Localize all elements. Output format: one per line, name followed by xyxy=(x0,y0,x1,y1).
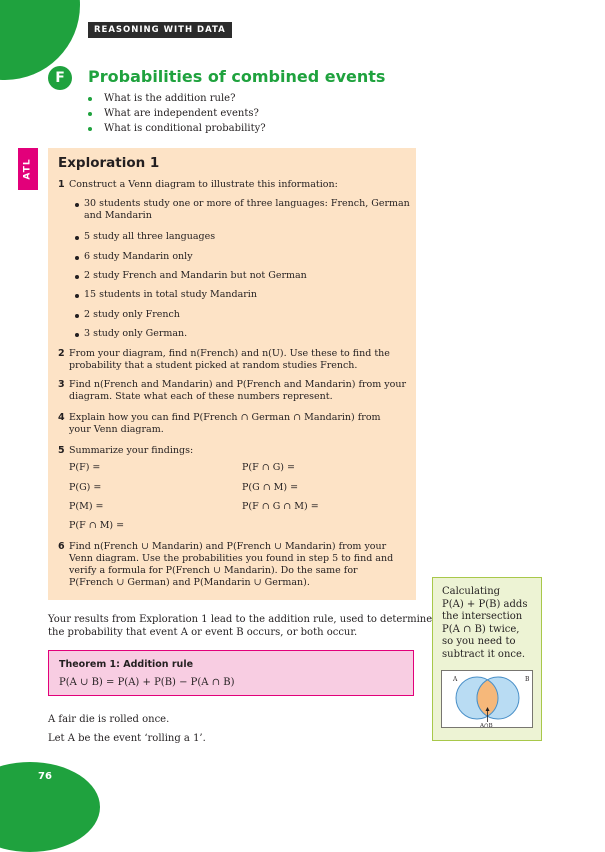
step-text: Construct a Venn diagram to illustrate this information: xyxy=(69,179,338,190)
bullet-icon xyxy=(75,314,79,318)
bullet-text: 6 study Mandarin only xyxy=(84,251,193,262)
body-paragraph: Your results from Exploration 1 lead to the addition rule, used to determine xyxy=(48,614,433,625)
theorem-formula: P(A ∪ B) = P(A) + P(B) − P(A ∩ B) xyxy=(59,677,235,688)
theorem-title: Theorem 1: Addition rule xyxy=(59,659,194,670)
step-text: verify a formula for P(French ∪ Mandarin). Do the same for xyxy=(69,565,358,576)
section-letter-badge: F xyxy=(48,66,72,90)
bullet-icon xyxy=(88,112,92,116)
step-text: Find n(French ∪ Mandarin) and P(French ∪ Mandarin) from your xyxy=(69,541,387,552)
bullet-icon xyxy=(75,203,79,207)
probability-blank: P(M) = xyxy=(69,501,104,512)
step-text: probability that a student picked at random studies French. xyxy=(69,360,358,371)
exploration-title: Exploration 1 xyxy=(58,155,160,171)
bullet-text: 15 students in total study Mandarin xyxy=(84,289,257,300)
bullet-text: 2 study French and Mandarin but not German xyxy=(84,270,307,281)
step-text: Summarize your findings: xyxy=(69,445,194,456)
chapter-header-tag: REASONING WITH DATA xyxy=(88,22,232,38)
probability-blank: P(G) = xyxy=(69,482,102,493)
step-text: your Venn diagram. xyxy=(69,424,164,435)
bullet-icon xyxy=(75,294,79,298)
atl-tab: ATL xyxy=(18,148,38,190)
step-number: 1 xyxy=(58,179,65,190)
step-number: 5 xyxy=(58,445,65,456)
step-number: 2 xyxy=(58,348,65,359)
step-number: 6 xyxy=(58,541,65,552)
step-number: 4 xyxy=(58,412,65,423)
step-text: Explain how you can find P(French ∩ German ∩ Mandarin) from xyxy=(69,412,381,423)
bullet-icon xyxy=(88,97,92,101)
step-text: Venn diagram. Use the probabilities you found in step 5 to find and xyxy=(69,553,394,564)
venn-label-b: B xyxy=(525,676,530,683)
question-item: What are independent events? xyxy=(88,106,266,121)
bullet-text: 3 study only German. xyxy=(84,328,188,339)
probability-blank: P(F ∩ G) = xyxy=(242,462,295,473)
bullet-icon xyxy=(75,333,79,337)
bullet-text: 5 study all three languages xyxy=(84,231,216,242)
question-item: What is conditional probability? xyxy=(88,121,266,136)
bullet-icon xyxy=(75,256,79,260)
venn-label-a: A xyxy=(453,676,458,683)
step-text: P(French ∪ German) and P(Mandarin ∪ German). xyxy=(69,577,310,588)
bullet-icon xyxy=(75,275,79,279)
probability-blank: P(G ∩ M) = xyxy=(242,482,299,493)
example-line: A fair die is rolled once. xyxy=(48,714,170,725)
probability-blank: P(F) = xyxy=(69,462,101,473)
bullet-icon xyxy=(88,127,92,131)
venn-diagram xyxy=(441,670,533,728)
step-text: Find n(French and Mandarin) and P(French and Mandarin) from your xyxy=(69,379,406,390)
exploration-box xyxy=(48,148,416,600)
section-title: Probabilities of combined events xyxy=(88,67,386,86)
probability-blank: P(F ∩ G ∩ M) = xyxy=(242,501,319,512)
example-line: Let A be the event ‘rolling a 1’. xyxy=(48,733,206,744)
section-questions xyxy=(88,91,266,136)
venn-label-intersection: A∩B xyxy=(480,723,493,728)
body-paragraph: the probability that event A or event B occurs, or both occur. xyxy=(48,627,358,638)
margin-note-text: Calculating P(A) + P(B) adds the intersection P(A ∩ B) twice, so you need to subtract it once. xyxy=(442,586,528,660)
bullet-text: 30 students study one or more of three languages: French, German xyxy=(84,198,410,209)
step-text: From your diagram, find n(French) and n(U). Use these to find the xyxy=(69,348,390,359)
bullet-text: 2 study only French xyxy=(84,309,180,320)
margin-note xyxy=(432,577,542,741)
step-number: 3 xyxy=(58,379,65,390)
theorem-box xyxy=(48,650,414,696)
page-number: 76 xyxy=(38,771,52,782)
corner-decoration xyxy=(0,0,80,80)
step-text: diagram. State what each of these numbers represent. xyxy=(69,391,333,402)
question-item: What is the addition rule? xyxy=(88,91,266,106)
bullet-icon xyxy=(75,236,79,240)
probability-blank: P(F ∩ M) = xyxy=(69,520,125,531)
bullet-text: and Mandarin xyxy=(84,210,152,221)
